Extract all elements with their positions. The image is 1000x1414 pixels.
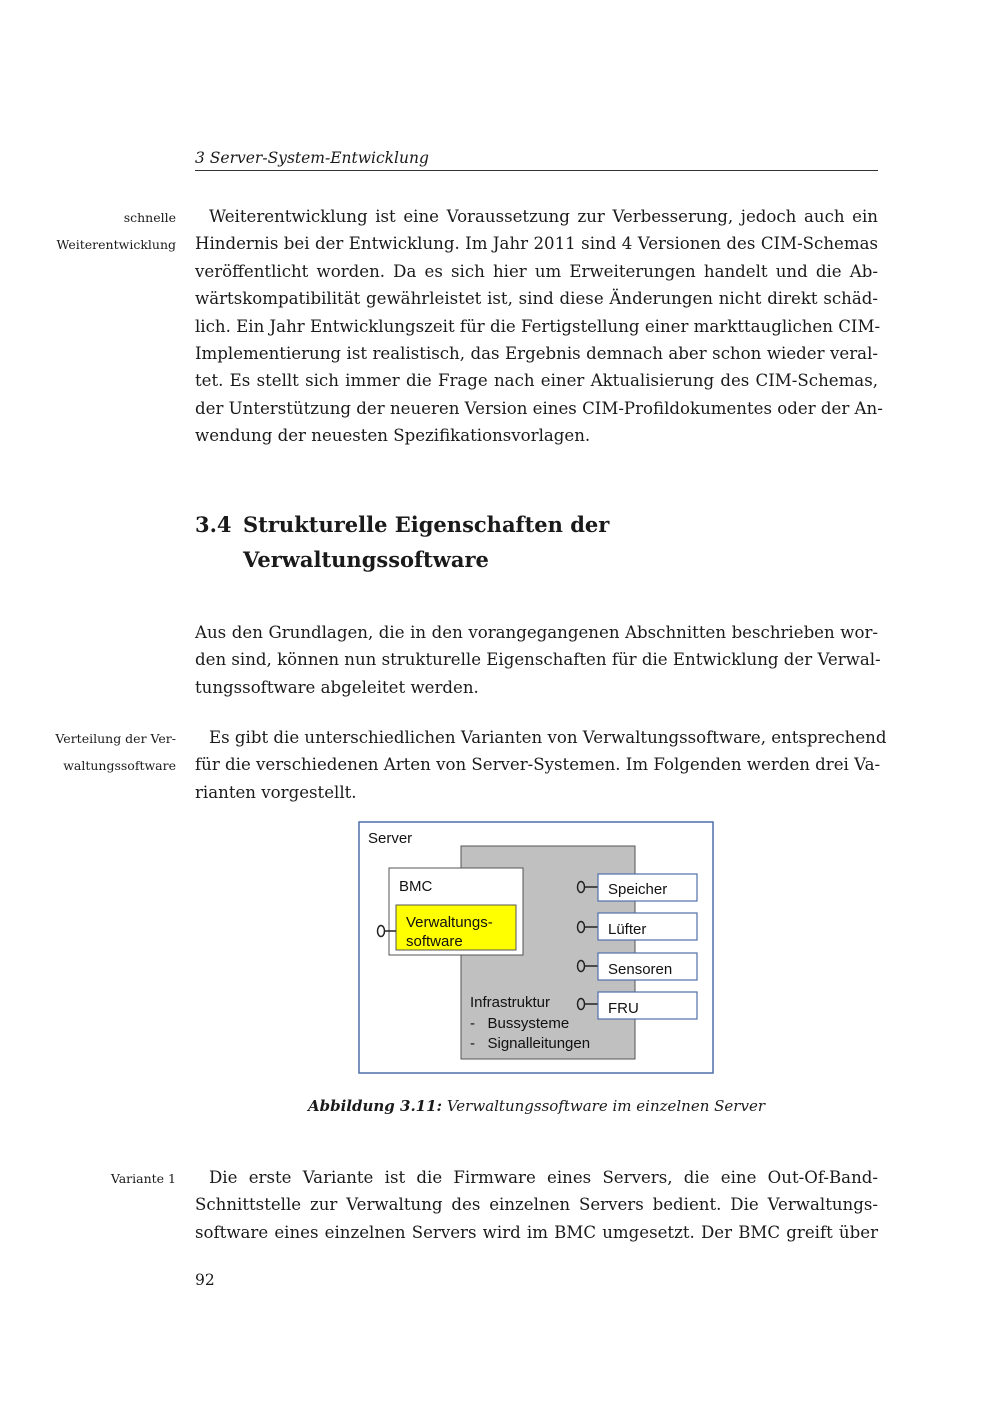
- margin-note-line: Variante 1: [110, 1171, 176, 1186]
- bmc-label: BMC: [399, 878, 433, 895]
- text-line: wendung der neuesten Spezifikationsvorlagen.: [195, 426, 591, 446]
- text-line: für die verschiedenen Arten von Server-Systemen. Im Folgenden werden drei Va-: [195, 755, 881, 775]
- margin-note-line: Weiterentwicklung: [56, 237, 176, 253]
- paragraph-erste-variante: [195, 1164, 878, 1246]
- infrastructure-item: - Bussysteme: [470, 1015, 570, 1032]
- section-title: [243, 507, 863, 577]
- paragraph-weiterentwicklung: [195, 203, 883, 450]
- infrastructure-title: Infrastruktur: [470, 994, 551, 1011]
- text-line: Die erste Variante ist die Firmware eines Servers, die eine Out-Of-Band-: [209, 1168, 878, 1187]
- figure-caption: [195, 1096, 878, 1116]
- text-line: veröffentlicht worden. Da es sich hier um Erweiterungen handelt und die Ab-: [195, 261, 878, 281]
- margin-note-variante-1: [16, 1165, 176, 1192]
- margin-note-line: Verteilung der Ver-: [55, 731, 176, 746]
- text-line: Weiterentwicklung ist eine Voraussetzung zur Verbesserung, jedoch auch ein: [209, 207, 878, 226]
- section-number: 3.4: [195, 512, 232, 537]
- software-label-line2: software: [406, 933, 463, 950]
- page-number: 92: [195, 1271, 215, 1289]
- caption-label: Abbildung 3.11:: [307, 1097, 443, 1115]
- figure-server-diagram: [358, 821, 714, 1074]
- software-label-line1: Verwaltungs-: [406, 914, 493, 931]
- text-line: Aus den Grundlagen, die in den vorangegangenen Abschnitten beschrieben wor-: [195, 623, 878, 642]
- paragraph-varianten: [195, 724, 887, 806]
- infrastructure-item: - Signalleitungen: [470, 1035, 591, 1052]
- component-label: Lüfter: [608, 921, 647, 938]
- margin-note-verteilung: [16, 725, 176, 780]
- paragraph-grundlagen: [195, 619, 881, 701]
- component-label: FRU: [608, 1000, 639, 1017]
- text-line: rianten vorgestellt.: [195, 782, 357, 802]
- component-label: Sensoren: [608, 961, 673, 978]
- text-line: den sind, können nun strukturelle Eigenschaften für die Entwicklung der Verwal-: [195, 650, 881, 670]
- server-diagram: [358, 821, 714, 1074]
- text-line: tungssoftware abgeleitet werden.: [195, 677, 479, 697]
- text-line: lich. Ein Jahr Entwicklungszeit für die Fertigstellung einer markttauglichen CIM-: [195, 316, 881, 336]
- text-line: Implementierung ist realistisch, das Ergebnis demnach aber schon wieder veral-: [195, 344, 878, 364]
- text-line: tet. Es stellt sich immer die Frage nach einer Aktualisierung des CIM-Schemas,: [195, 371, 878, 391]
- caption-text: Verwaltungssoftware im einzelnen Server: [442, 1097, 765, 1115]
- text-line: Schnittstelle zur Verwaltung des einzelnen Servers bedient. Die Verwaltungs-: [195, 1195, 878, 1215]
- text-line: software eines einzelnen Servers wird im BMC umgesetzt. Der BMC greift über: [195, 1222, 878, 1242]
- margin-note-line: schnelle: [123, 210, 176, 225]
- text-line: Es gibt die unterschiedlichen Varianten von Verwaltungssoftware, entsprechend: [209, 728, 887, 747]
- text-line: Hindernis bei der Entwicklung. Im Jahr 2011 sind 4 Versionen des CIM-Schemas: [195, 234, 878, 254]
- margin-note-line: waltungssoftware: [63, 758, 176, 774]
- section-title-line: Verwaltungssoftware: [243, 547, 489, 572]
- component-label: Speicher: [608, 881, 668, 898]
- text-line: der Unterstützung der neueren Version eines CIM-Profildokumentes oder der An-: [195, 398, 883, 418]
- section-title-line: Strukturelle Eigenschaften der: [243, 512, 610, 537]
- text-line: wärtskompatibilität gewährleistet ist, sind diese Änderungen nicht direkt schäd-: [195, 289, 878, 309]
- server-label: Server: [368, 830, 413, 847]
- margin-note-schnelle-weiterentwicklung: [16, 204, 176, 259]
- running-head: 3 Server-System-Entwicklung: [195, 148, 878, 171]
